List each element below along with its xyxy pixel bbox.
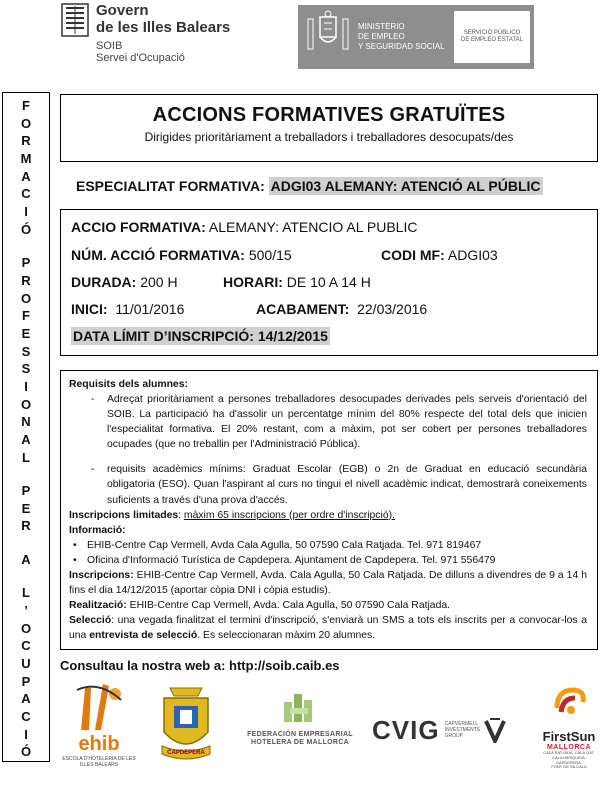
requisit-text-2: requisits acadèmics mínims: Graduat Escolar (EGB) o 2n de Graduat en educació secundària obligatoria (ESO). Quan l'aspirant al curs no tingui el nivell acadèmic indicat, demostrarà coneixements suficients a través d'una prova d'accés. (107, 464, 587, 506)
side-banner-letter: C (21, 638, 31, 654)
side-banner-letter: R (21, 133, 31, 149)
requisits-title: Requisits dels alumnes: (69, 379, 188, 390)
realitzacio-label: Realització: (69, 600, 127, 612)
realitzacio-value: EHIB-Centre Cap Vermell, Avda. Cala Agulla, 50 07590 Cala Ratjada. (126, 600, 451, 612)
codi-row (381, 247, 498, 263)
inici-value: 11/01/2016 (107, 301, 185, 317)
side-banner-letter: Ó (20, 744, 32, 760)
num-value: 500/15 (244, 247, 292, 263)
side-banner-letter: I (24, 378, 28, 394)
acabament-row (256, 301, 427, 317)
realitzacio (69, 598, 587, 613)
acabament-label: ACABAMENT: (256, 301, 350, 317)
side-banner-letter: A (21, 168, 31, 184)
federacion-line2: HOTELERA DE MALLORCA (251, 739, 349, 747)
inici-row (71, 301, 184, 317)
inscripcions-limitades: Inscripcions limitades: màxim 65 inscripcions (per ordre d'inscripció). (69, 509, 395, 521)
capdepera-text: CAPDEPERA (167, 750, 205, 756)
firstsun-small3: FONT DE SA CALA (551, 764, 587, 770)
ehib-mark-icon (69, 680, 129, 732)
codi-value: ADGI03 (444, 247, 498, 263)
side-banner-letter: ’ (24, 602, 28, 618)
sun-icon (549, 684, 589, 724)
side-banner-letter: O (20, 290, 32, 306)
horari-label: HORARI: (223, 274, 283, 290)
firstsun-logo (540, 684, 598, 784)
durada-row (71, 274, 178, 290)
web-link[interactable]: Consultau la nostra web a: http://soib.caib.es (60, 658, 340, 673)
ehib-logo (60, 680, 138, 780)
side-banner-letter: M (20, 151, 32, 167)
soib-label: SOIB (96, 39, 123, 52)
title-box (60, 94, 598, 162)
durada-label: DURADA: (71, 274, 137, 290)
capdepera-logo (156, 684, 216, 774)
side-banner-letter: A (21, 432, 31, 448)
cvig-word: CVIG (372, 714, 440, 745)
requisit-text-1: Adreçat prioritàriament a persones treballadores desocupades derivades pels serveis d'orientació del SOIB. La participació ha d'assolir un percentatge mínim del 80% respecte del total dels que inicien l'especialitat formativa. El 20% restant, com a màxim, pot ser cobert per persones treballadores ocupades (que no treballin per l'Administració Pública). (107, 394, 587, 451)
num-label: NÚM. ACCIÓ FORMATIVA: (71, 247, 245, 263)
details-box (60, 209, 598, 356)
cvig-sub1: CAPVERMELL (444, 721, 479, 727)
firstsun-small1: CALA RATJADA, CALA GAT, (543, 750, 595, 755)
info-text-2: Oficina d'Informació Turística de Capdepera. Ajuntament de Capdepera. Tel. 971 556479 (87, 554, 496, 566)
requisit-item (91, 462, 587, 507)
seleccio-label: Selecció (69, 615, 112, 627)
seleccio-bold: entrevista de selecció (89, 630, 198, 642)
page-title: ACCIONS FORMATIVES GRATUÏTES (152, 104, 506, 126)
side-banner-letter: O (20, 396, 32, 412)
bullet-icon: • (73, 554, 77, 566)
federacion-line1: FEDERACIÓN EMPRESARIAL (247, 731, 353, 738)
cvig-sub2: INVESTMENTS (444, 727, 481, 733)
side-banner-letter: O (20, 115, 32, 131)
page-subtitle: Dirigides prioritàriament a treballadors i treballadores desocupats/des (144, 130, 514, 144)
side-banner-letter: F (22, 308, 30, 324)
inici-label: INICI: (71, 301, 108, 317)
sepe-logo (454, 11, 530, 63)
data-limit-row (71, 328, 330, 344)
accio-value: ALEMANY: ATENCIO AL PUBLIC (205, 219, 418, 235)
side-banner-letter: A (21, 691, 31, 707)
side-banner-letter: F (22, 98, 30, 113)
servei-label: Servei d'Ocupació (96, 52, 185, 65)
side-banner-letter: Ó (20, 221, 32, 237)
capdepera-shield-icon (156, 684, 216, 764)
num-row (71, 247, 292, 263)
dash-icon: - (91, 464, 95, 476)
info-text-1: EHIB-Centre Cap Vermell, Avda Cala Agulla, 50 07590 Cala Ratjada. Tel. 971 819467 (87, 539, 482, 551)
limitades-label: Inscripcions limitades (69, 509, 179, 521)
side-banner-letter: P (21, 255, 31, 271)
govern-title-2: de les Illes Balears (96, 19, 231, 37)
requisit-item (91, 392, 587, 452)
side-banner-letter: C (21, 186, 31, 202)
ministerio-logo (298, 5, 534, 69)
govern-crest-icon (60, 2, 90, 38)
info-item (73, 538, 587, 553)
accio-label: ACCIO FORMATIVA: (71, 219, 206, 235)
ministerio-line3: Y SEGURIDAD SOCIAL (358, 42, 445, 51)
side-banner-letter: S (21, 343, 31, 359)
data-limit: DATA LÍMIT D’INSCRIPCIÓ: 14/12/2015 (73, 328, 328, 344)
dash-icon: - (91, 394, 95, 406)
inscripcions (69, 568, 587, 598)
bullet-icon: • (73, 539, 77, 551)
informacio-label: Informació: (69, 524, 126, 536)
side-banner-letter: U (21, 655, 31, 671)
side-banner-letter: E (21, 500, 31, 516)
side-banner-letter: C (21, 708, 31, 724)
cvig-sub3: GROUP (444, 733, 463, 739)
inscripcions-value: EHIB-Centre Cap Vermell, Avda. Cala Agulla, 50 Cala Ratjada. De dilluns a divendres de 9 a 14 h fins el dia 14/12/2015 (aportar còpia DNI i còpia estudis). (69, 569, 587, 597)
ministerio-line2: DE EMPLEO (358, 32, 405, 41)
firstsun-sub: MALLORCA (546, 744, 592, 751)
info-item (73, 553, 587, 568)
federacion-mark-icon (270, 690, 330, 726)
federacion-logo (240, 690, 360, 760)
side-banner-letter: E (21, 325, 31, 341)
especialitat-value: ADGI03 ALEMANY: ATENCIÓ AL PÚBLIC (270, 178, 541, 194)
firstsun-small2: CALA MESQUIDA, CAPDEPERA, (552, 754, 586, 765)
firstsun-word: FirstSun (542, 729, 596, 744)
acabament-value: 22/03/2016 (349, 301, 428, 317)
limitades-value: màxim 65 inscripcions (per ordre d'inscripció). (183, 509, 395, 521)
especialitat-formativa (76, 178, 543, 194)
sepe-line1: SERVICIO PÚBLICO (463, 29, 521, 36)
side-banner (2, 92, 50, 762)
cvig-logo (372, 712, 532, 748)
side-banner-letter: R (21, 518, 31, 534)
requisits-box (60, 370, 598, 650)
side-banner-letter: N (21, 414, 31, 430)
govern-logo (60, 2, 230, 65)
accio-row (71, 219, 417, 235)
side-banner-letter: I (24, 726, 28, 742)
side-banner-letter: S (21, 361, 31, 377)
sepe-line2: DE EMPLEO ESTATAL (460, 37, 523, 43)
govern-title: Govern (96, 2, 149, 19)
ministerio-line1: MINISTERIO (358, 22, 405, 31)
side-banner-letter: L (22, 585, 30, 601)
seleccio-value-2: . Es seleccionaran màxim 20 alumnes. (197, 630, 376, 642)
codi-label: CODI MF: (381, 247, 445, 263)
side-banner-letter: P (21, 483, 31, 499)
especialitat-label: ESPECIALITAT FORMATIVA: (76, 178, 269, 194)
horari-value: DE 10 A 14 H (282, 274, 371, 290)
side-banner-letter: P (21, 673, 31, 689)
ehib-word: ehib (78, 733, 120, 755)
side-banner-letter: R (21, 272, 31, 288)
side-banner-letter: L (22, 449, 30, 465)
side-banner-letter: I (24, 204, 28, 220)
durada-value: 200 H (136, 274, 178, 290)
spain-coat-of-arms-icon (302, 9, 354, 65)
ehib-sub: ESCOLA D'HOTELERIA DE LES ILLES BALEARS (62, 756, 136, 768)
inscripcions-label: Inscripcions: (69, 569, 134, 581)
side-banner-letter: O (20, 620, 32, 636)
side-banner-letter: A (21, 551, 31, 567)
seleccio (69, 613, 587, 643)
seleccio-value-1: : una vegada finalitzat el termini d'inscripció, s'enviarà un SMS a tots els inscrits per a convocar-los a una (69, 615, 587, 642)
horari-row (223, 274, 371, 290)
cvig-v-icon (484, 717, 506, 743)
